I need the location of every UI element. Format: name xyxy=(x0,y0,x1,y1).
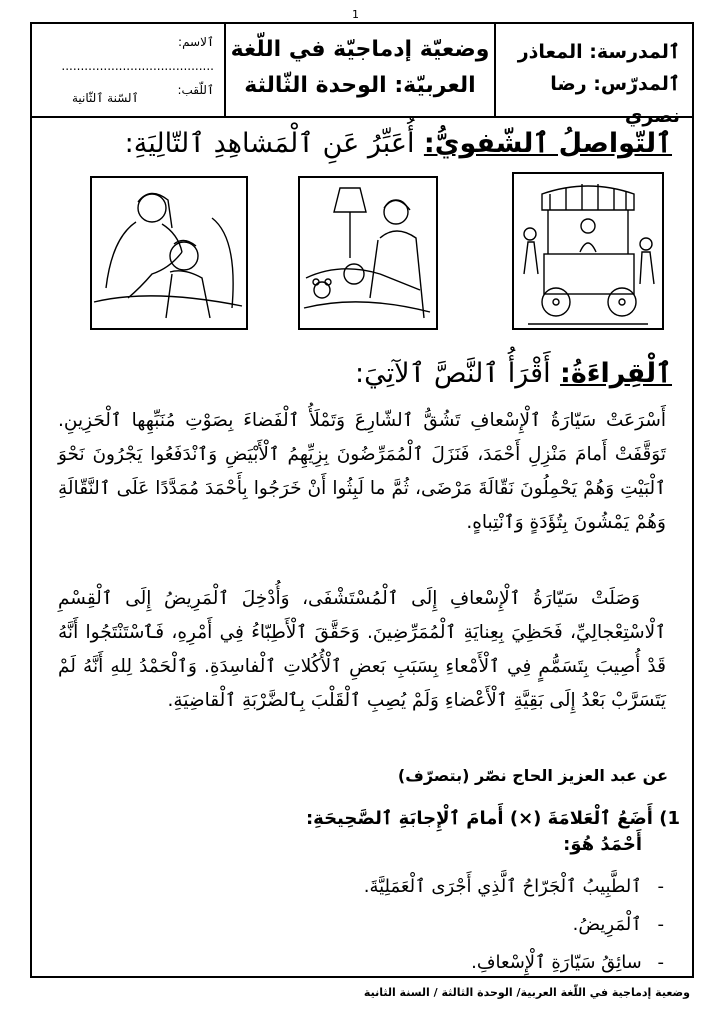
reading-paragraph-2 xyxy=(58,582,666,718)
paragraph-line: ٱلْاسْتِعْجالِيِّ، فَحَظِيَ بِعِنايَةِ ٱلْمُمَرِّضِينَ. وَحَقَّقَ ٱلْأَطِبّاءُ فِي أَمْرِهِ، فَٱسْتَنْتَجُوا أَنَّهُ xyxy=(58,622,666,643)
reading-section-title xyxy=(355,358,672,389)
paragraph-line: وَهُمْ يَمْشُونَ بِتُؤَدَةٍ وَٱنْتِباهٍ. xyxy=(466,512,666,533)
picture-ice-cream-cart xyxy=(512,172,664,330)
paragraph-line: يَتَسَرَّبْ بَعْدُ إِلَى بَقِيَّةِ ٱلْأَعْضاءِ وَلَمْ يُصِبِ ٱلْقَلْبَ بِٱلضَّرْبَةِ ٱلْقاضِيَةِ. xyxy=(167,690,666,711)
title-line-2: العربيّة: الوحدة الثّالثة xyxy=(244,73,476,98)
reading-instruction: أَقْرَأُ ٱلنَّصَّ ٱلآتِيَ: xyxy=(355,358,551,389)
student-info xyxy=(32,24,224,121)
school-info xyxy=(494,24,692,127)
reading-label: ٱلْقِراءَةُ: xyxy=(560,358,672,389)
worksheet-title xyxy=(224,24,494,116)
question-1-prompt: 1) أَضَعُ ٱلْعَلامَةَ (×) أَمامَ ٱلْإِجابَةِ ٱلصَّحِيحَةِ: xyxy=(305,808,680,829)
page-footer: وضعية إدماجية في اللّغة العربية/ الوحدة الثالثة / السنة الثانية xyxy=(363,986,690,999)
title-line-1: وضعيّة إدماجيّة في اللّغة xyxy=(230,37,490,62)
question-1-subject: أَحْمَدُ هُوَ: xyxy=(563,834,642,855)
picture-doctor-child xyxy=(90,176,248,330)
oral-label: ٱلتّواصلُ ٱلشّفويُّ: xyxy=(423,128,672,159)
paragraph-line: قَدْ أُصِيبَ بِتَسَمُّمٍ فِي ٱلْأَمْعاءِ بِسَبَبِ بَعضِ ٱلْأُكُلاتِ ٱلْفاسِدَةِ. وَٱلْحَمْدُ لِلهِ أَنَّهُ لَمْ xyxy=(58,656,666,677)
paragraph-line: أَسْرَعَتْ سَيّارَةُ ٱلْإِسْعافِ تَشُقُّ ٱلشّارِعَ وَتَمْلَأُ ٱلْفَضاءَ بِصَوْتِ مُنَبِّهِها ٱلْحَزِينِ. xyxy=(58,410,666,431)
header-table xyxy=(30,22,694,127)
answer-option[interactable]: - ٱلطَّبِيبُ ٱلْجَرّاحُ ٱلَّذِي أَجْرَى ٱلْعَمَلِيَّةَ. xyxy=(264,868,664,906)
ice-cream-cart-drawing xyxy=(514,174,662,328)
reading-paragraph-1 xyxy=(58,404,666,540)
text-source: عن عبد العزيز الحاج نصّر (بتصرّف) xyxy=(397,766,668,785)
teacher-label: ٱلمدرّس: رضا نصري xyxy=(550,73,680,127)
page-number: 1 xyxy=(352,8,359,21)
grade-label: ٱلسّنة ٱلثّانية xyxy=(72,91,139,105)
paragraph-line: ٱلْبَيْتِ وَهُمْ يَحْمِلُونَ نَقّالَةَ مَرْضَى، ثُمَّ ما لَبِثُوا أَنْ خَرَجُوا بِأَحْمَدَ مُمَدَّدًا عَلَى ٱلنَّقّالَةِ xyxy=(58,478,666,499)
paragraph-line: تَوَقَّفَتْ أَمامَ مَنْزِلِ أَحْمَدَ، فَنَزَلَ ٱلْمُمَرِّضُونَ بِزِيِّهِمُ ٱلْأَبْيَضِ وَٱنْدَفَعُوا يَجْرُونَ نَحْوَ xyxy=(58,444,666,465)
doctor-child-drawing xyxy=(92,178,246,328)
picture-mother-child-bed xyxy=(298,176,438,330)
oral-section-title xyxy=(125,128,672,159)
school-label: ٱلمدرسة: المعاذر xyxy=(517,41,680,63)
name-field[interactable]: ٱلاسم: ........................................ xyxy=(61,35,214,73)
question-1-options xyxy=(264,868,664,982)
mother-child-bed-drawing xyxy=(300,178,436,328)
answer-option[interactable]: - ٱلْمَرِيضُ. xyxy=(264,906,664,944)
answer-option[interactable]: - سائِقُ سَيّارَةِ ٱلْإِسْعافِ. xyxy=(264,944,664,982)
paragraph-line: وَصَلَتْ سَيّارَةُ ٱلْإِسْعافِ إِلَى ٱلْمُسْتَشْفَى، وَأُدْخِلَ ٱلْمَرِيضُ إِلَى ٱلْقِسْمِ xyxy=(58,588,640,609)
oral-instruction: أُعَبِّرُ عَنِ ٱلْمَشاهِدِ ٱلتّالِيَةِ: xyxy=(124,128,415,159)
surname-field[interactable]: ٱللّقب: ......................................... xyxy=(57,83,214,121)
